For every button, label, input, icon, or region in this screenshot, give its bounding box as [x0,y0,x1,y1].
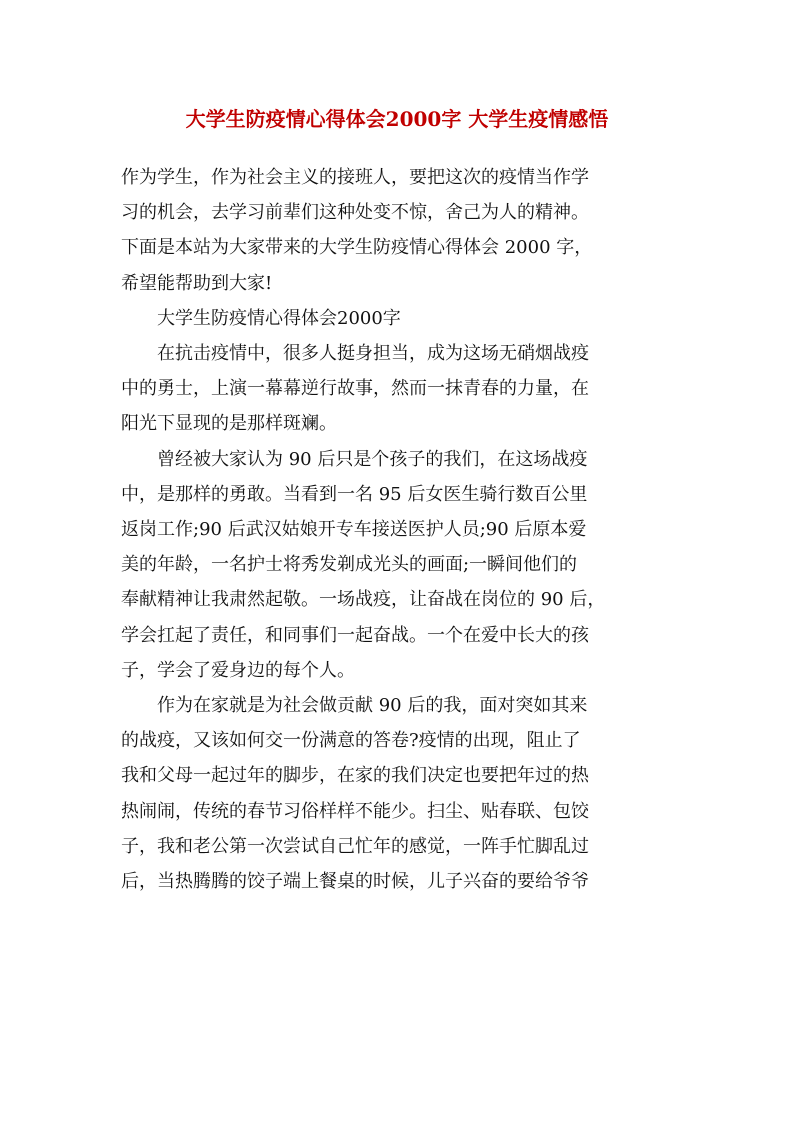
text-line: 作为学生，作为社会主义的接班人，要把这次的疫情当作学 [121,167,589,188]
text-line: 作为在家就是为社会做贡献 90 后的我，面对突如其来 [157,695,588,717]
paragraph [121,442,681,688]
text-line: 曾经被大家认为 90 后只是个孩子的我们，在这场战疫 [157,448,588,470]
document-title: 大学生防疫情心得体会2000字 大学生疫情感悟 [185,107,609,131]
text-line: 热闹闹，传统的春节习俗样样不能少。扫尘、贴春联、包饺 [121,800,589,822]
text-line: 习的机会，去学习前辈们这种处变不惊，舍己为人的精神。 [121,202,589,224]
text-line: 后，当热腾腾的饺子端上餐桌的时候，儿子兴奋的要给爷爷 [121,871,589,893]
text-line: 希望能帮助到大家! [121,272,273,294]
paragraph [121,688,681,899]
text-line: 子，我和老公第一次尝试自己忙年的感觉，一阵手忙脚乱过 [121,835,589,857]
text-line: 在抗击疫情中，很多人挺身担当，成为这场无硝烟战疫 [157,343,589,365]
document-body [121,160,681,899]
text-line: 大学生防疫情心得体会2000字 [157,307,401,329]
text-line: 阳光下显现的是那样斑斓。 [121,413,337,435]
text-line: 的战疫，又该如何交一份满意的答卷?疫情的出现，阻止了 [121,730,581,752]
section-heading [121,301,681,336]
text-line: 中的勇士，上演一幕幕逆行故事，然而一抹青春的力量，在 [121,378,589,400]
text-line: 奉献精神让我肃然起敬。一场战疫，让奋战在岗位的 90 后， [121,589,606,611]
text-line: 中，是那样的勇敢。当看到一名 95 后女医生骑行数百公里 [121,483,588,505]
paragraph-intro [121,160,681,301]
paragraph [121,336,681,442]
text-line: 返岗工作;90 后武汉姑娘开专车接送医护人员;90 后原本爱 [121,519,587,541]
text-line: 子，学会了爱身边的每个人。 [121,659,355,681]
text-line: 下面是本站为大家带来的大学生防疫情心得体会 2000 字， [121,237,593,259]
text-line: 我和父母一起过年的脚步，在家的我们决定也要把年过的热 [121,765,589,787]
text-line: 美的年龄，一名护士将秀发剃成光头的画面;一瞬间他们的 [121,554,578,576]
text-line: 学会扛起了责任，和同事们一起奋战。一个在爱中长大的孩 [121,624,589,646]
